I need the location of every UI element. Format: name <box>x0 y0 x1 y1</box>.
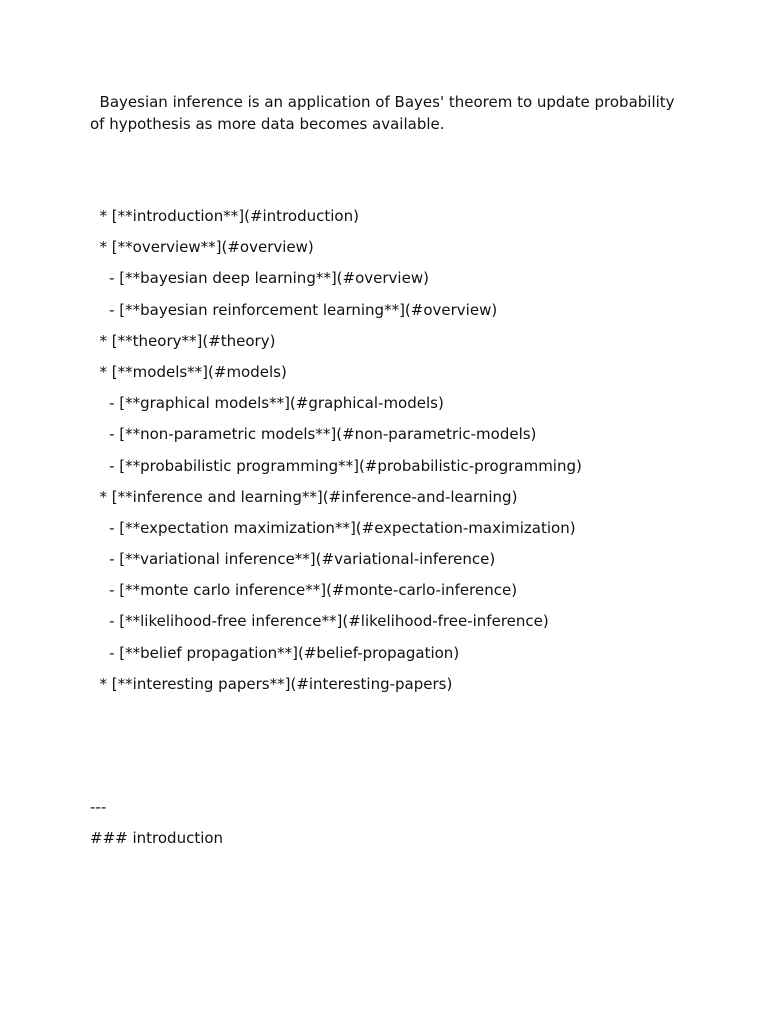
toc-subitem-non-parametric-models: - [**non-parametric models**](#non-parametric-models) <box>90 425 537 444</box>
section-heading-introduction: ### introduction <box>90 829 224 847</box>
toc-item-interesting-papers: * [**interesting papers**](#interesting-papers) <box>90 674 453 693</box>
table-of-contents <box>90 206 582 705</box>
toc-subitem-bayesian-reinforcement-learning: - [**bayesian reinforcement learning**](#overview) <box>90 300 498 319</box>
toc-item-models: * [**models**](#models) <box>90 362 287 381</box>
horizontal-rule-markdown: --- <box>90 798 107 816</box>
toc-subitem-bayesian-deep-learning: - [**bayesian deep learning**](#overview) <box>90 269 429 288</box>
toc-subitem-monte-carlo-inference: - [**monte carlo inference**](#monte-carlo-inference) <box>90 581 518 600</box>
toc-subitem-likelihood-free-inference: - [**likelihood-free inference**](#likelihood-free-inference) <box>90 612 549 631</box>
toc-item-introduction: * [**introduction**](#introduction) <box>90 207 359 225</box>
toc-subitem-probabilistic-programming: - [**probabilistic programming**](#probabilistic-programming) <box>90 456 582 475</box>
toc-subitem-variational-inference: - [**variational inference**](#variational-inference) <box>90 550 496 569</box>
toc-item-theory: * [**theory**](#theory) <box>90 331 276 350</box>
toc-item-inference-and-learning: * [**inference and learning**](#inference-and-learning) <box>90 487 518 506</box>
intro-paragraph: Bayesian inference is an application of Bayes' theorem to update probability of hypothesis as more data becomes available. <box>90 93 680 133</box>
toc-subitem-belief-propagation: - [**belief propagation**](#belief-propagation) <box>90 643 460 662</box>
toc-item-overview: * [**overview**](#overview) <box>90 238 314 257</box>
toc-subitem-expectation-maximization: - [**expectation maximization**](#expectation-maximization) <box>90 518 576 537</box>
toc-subitem-graphical-models: - [**graphical models**](#graphical-models) <box>90 394 444 413</box>
